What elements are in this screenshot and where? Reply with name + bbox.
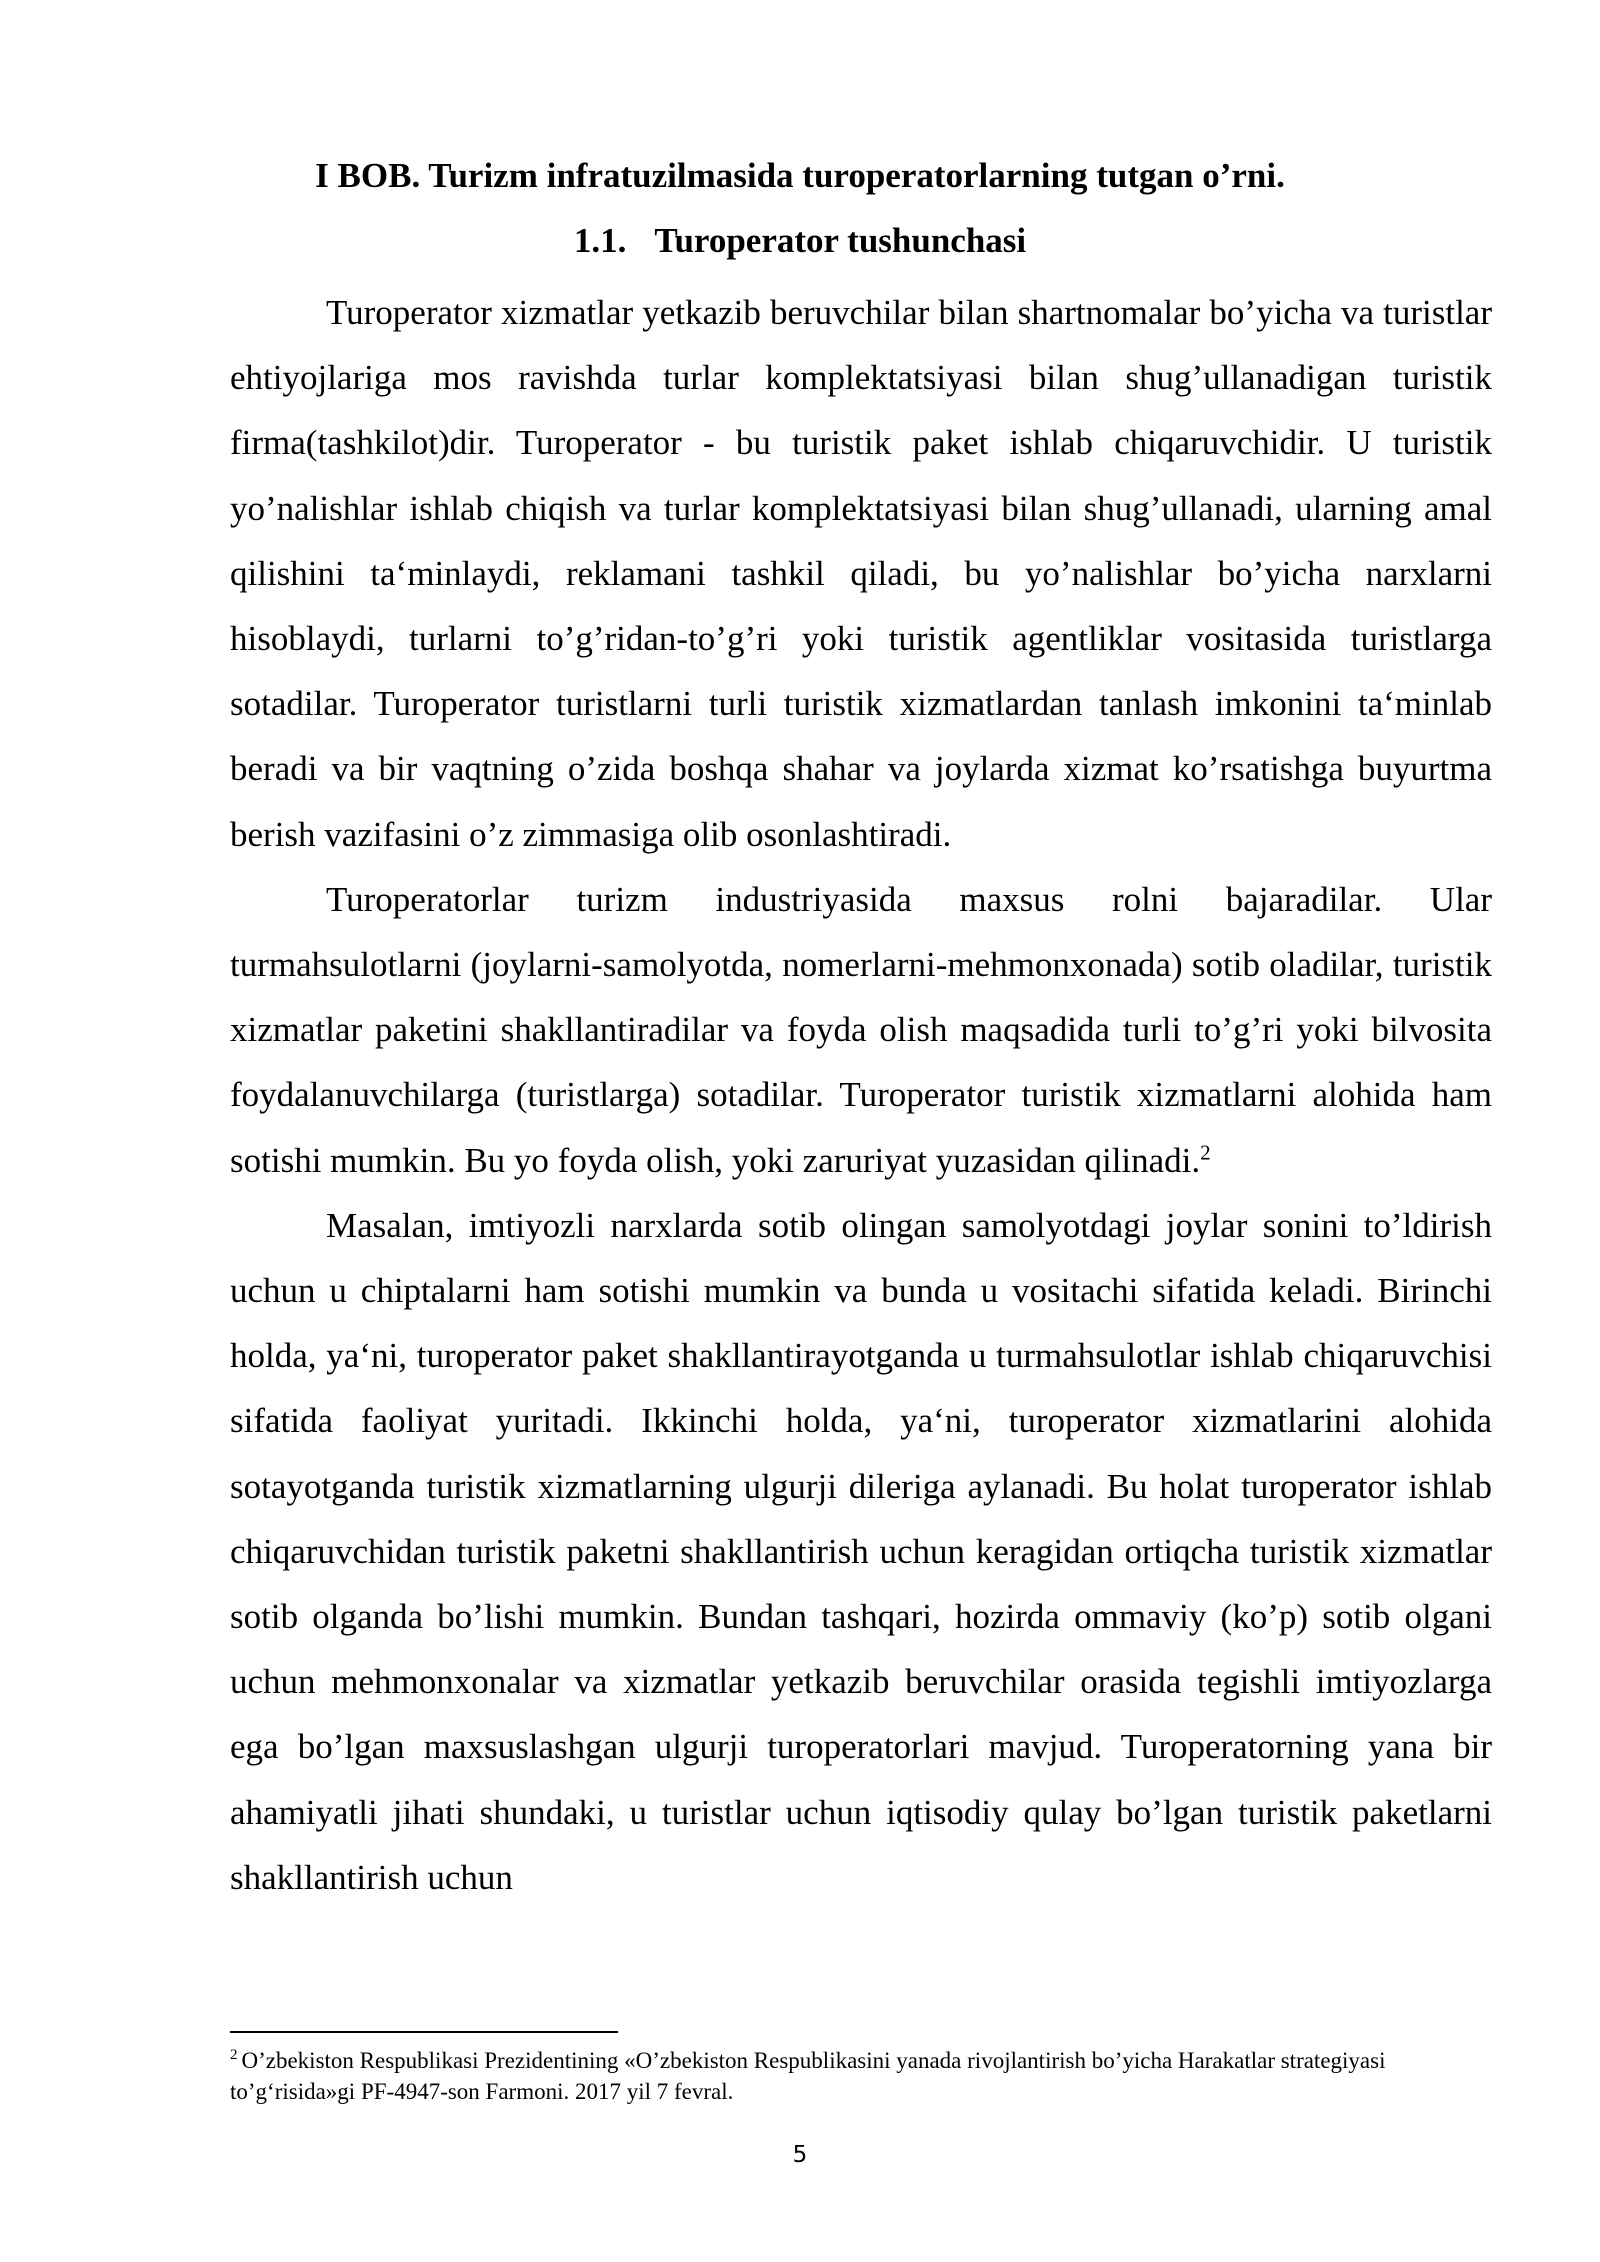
footnote-separator — [230, 2031, 618, 2033]
section-heading: Turoperator tushunchasi — [654, 221, 1027, 260]
paragraph-text: Turoperatorlar turizm industriyasida maxsus rolni bajaradilar. Ular turmahsulotlarni (joylarni-samolyotda, nomerlarni-mehmonxonada) sotib oladilar, turistik xizmatlar paketini shakllantiradilar va foyda olish maqsadida turli to’g’ri yoki bilvosita foydalanuvchilarga (turistlarga) sotadilar. Turoperator turistik xizmatlarni alohida ham sotishi mumkin. Bu yo foyda olish, yoki zaruriyat yuzasidan qilinadi. — [230, 879, 1492, 1180]
page-number: 5 — [792, 2142, 808, 2168]
chapter-title: I BOB. Turizm infratuzilmasida turoperatorlarning tutgan o’rni. — [315, 156, 1285, 195]
paragraph — [230, 280, 1492, 867]
section-number: 1.1. — [573, 221, 627, 260]
paragraph-text: Masalan, imtiyozli narxlarda sotib olingan samolyotdagi joylar sonini to’ldirish uchun u chiptalarni ham sotishi mumkin va bunda u vositachi sifatida keladi. Birinchi holda, ya‘ni, turoperator paket shakllantirayotganda u turmahsulotlar ishlab chiqaruvchisi sifatida faoliyat yuritadi. Ikkinchi holda, ya‘ni, turoperator xizmatlarini alohida sotayotganda turistik xizmatlarning ulgurji dileriga aylanadi. Bu holat turoperator ishlab chiqaruvchidan turistik paketni shakllantirish uchun keragidan ortiqcha turistik xizmatlar sotib olganda bo’lishi mumkin. Bundan tashqari, hozirda ommaviy (ko’p) sotib olgani uchun mehmonxonalar va xizmatlar yetkazib beruvchilar orasida tegishli imtiyozlarga ega bo’lgan maxsuslashgan ulgurji turoperatorlari mavjud. Turoperatorning yana bir ahamiyatli jihati shundaki, u turistlar uchun iqtisodiy qulay bo’lgan turistik paketlarni shakllantirish uchun — [230, 1205, 1492, 1897]
body-text — [230, 280, 1492, 1910]
footnote-reference[interactable]: 2 — [1200, 1139, 1211, 1164]
paragraph-text: Turoperator xizmatlar yetkazib beruvchilar bilan shartnomalar bo’yicha va turistlar ehtiyojlariga mos ravishda turlar komplektatsiyasi bilan shug’ullanadigan turistik firma(tashkilot)dir. Turoperator - bu turistik paket ishlab chiqaruvchidir. U turistik yo’nalishlar ishlab chiqish va turlar komplektatsiyasi bilan shug’ullanadi, ularning amal qilishini ta‘minlaydi, reklamani tashkil qiladi, bu yo’nalishlar bo’yicha narxlarni hisoblaydi, turlarni to’g’ridan-to’g’ri yoki turistik agentliklar vositasida turistlarga sotadilar. Turoperator turistlarni turli turistik xizmatlardan tanlash imkonini ta‘minlab beradi va bir vaqtning o’zida boshqa shahar va joylarda xizmat ko’rsatishga buyurtma berish vazifasini o’z zimmasiga olib osonlashtiradi. — [230, 293, 1492, 854]
footnote — [230, 2045, 1492, 2107]
paragraph — [230, 867, 1492, 1193]
footnote-mark: 2 — [230, 2047, 238, 2064]
section-title — [230, 215, 1370, 267]
footnote-text: O’zbekiston Respublikasi Prezidentining «O’zbekiston Respublikasini yanada rivojlantirish bo’yicha Harakatlar strategiyasi to’g‘risida»gi PF-4947-son Farmoni. 2017 yil 7 fevral. — [230, 2048, 1386, 2104]
paragraph — [230, 1193, 1492, 1910]
